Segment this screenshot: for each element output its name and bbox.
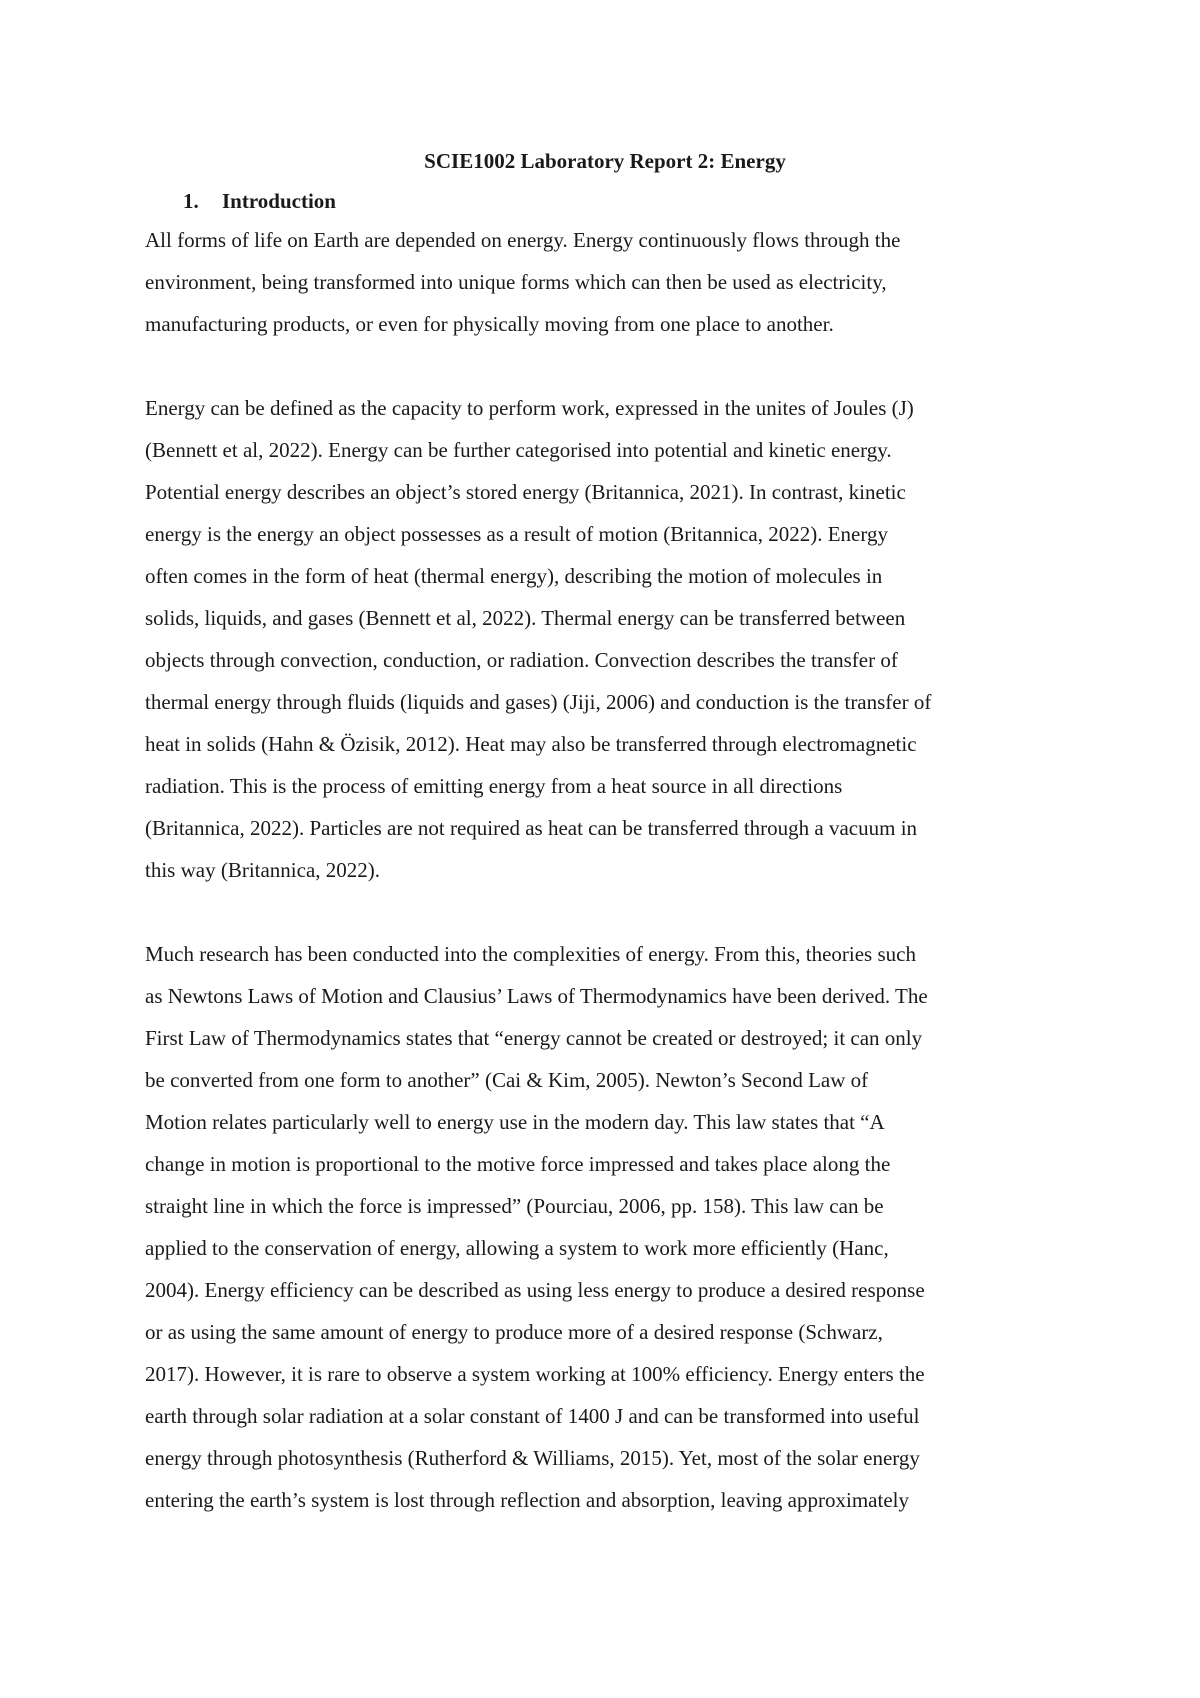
paragraph-line: energy through photosynthesis (Rutherford & Williams, 2015). Yet, most of the solar energy [145, 1446, 920, 1470]
paragraph-line: radiation. This is the process of emitting energy from a heat source in all directions [145, 774, 843, 798]
paragraph-line: applied to the conservation of energy, allowing a system to work more efficiently (Hanc, [145, 1236, 889, 1260]
paragraph-line: or as using the same amount of energy to produce more of a desired response (Schwarz, [145, 1320, 883, 1344]
paragraph-line: Motion relates particularly well to energy use in the modern day. This law states that “A [145, 1110, 885, 1134]
document-body [145, 219, 1065, 1521]
paragraph-line: earth through solar radiation at a solar constant of 1400 J and can be transformed into useful [145, 1404, 920, 1428]
paragraph-line: objects through convection, conduction, or radiation. Convection describes the transfer of [145, 648, 898, 672]
body-paragraph [145, 387, 1065, 891]
paragraph-line: solids, liquids, and gases (Bennett et al, 2022). Thermal energy can be transferred between [145, 606, 906, 630]
section-heading-text: Introduction [222, 189, 336, 213]
paragraph-line: heat in solids (Hahn & Özisik, 2012). Heat may also be transferred through electromagnetic [145, 732, 917, 756]
paragraph-line: Potential energy describes an object’s stored energy (Britannica, 2021). In contrast, kinetic [145, 480, 906, 504]
paragraph-line: often comes in the form of heat (thermal energy), describing the motion of molecules in [145, 564, 883, 588]
paragraph-line: as Newtons Laws of Motion and Clausius’ Laws of Thermodynamics have been derived. The [145, 984, 928, 1008]
paragraph-line: be converted from one form to another” (Cai & Kim, 2005). Newton’s Second Law of [145, 1068, 869, 1092]
paragraph-line: 2017). However, it is rare to observe a system working at 100% efficiency. Energy enters the [145, 1362, 925, 1386]
paragraph-line: energy is the energy an object possesses as a result of motion (Britannica, 2022). Energy [145, 522, 888, 546]
paragraph-line: environment, being transformed into unique forms which can then be used as electricity, [145, 270, 887, 294]
body-paragraph [145, 219, 1065, 345]
paragraph-line: manufacturing products, or even for physically moving from one place to another. [145, 312, 834, 336]
paragraph-line: entering the earth’s system is lost through reflection and absorption, leaving approximately [145, 1488, 909, 1512]
paragraph-line: All forms of life on Earth are depended on energy. Energy continuously flows through the [145, 228, 901, 252]
document-title: SCIE1002 Laboratory Report 2: Energy [424, 149, 786, 173]
paragraph-line: thermal energy through fluids (liquids and gases) (Jiji, 2006) and conduction is the transfer of [145, 690, 932, 714]
document-page [145, 143, 1065, 1563]
paragraph-line: change in motion is proportional to the motive force impressed and takes place along the [145, 1152, 891, 1176]
section-heading [145, 183, 1065, 219]
paragraph-line: Much research has been conducted into the complexities of energy. From this, theories such [145, 942, 916, 966]
paragraph-line: Energy can be defined as the capacity to perform work, expressed in the unites of Joules (J) [145, 396, 914, 420]
paragraph-line: (Britannica, 2022). Particles are not required as heat can be transferred through a vacuum in [145, 816, 918, 840]
body-paragraph [145, 933, 1065, 1521]
paragraph-line: First Law of Thermodynamics states that “energy cannot be created or destroyed; it can only [145, 1026, 923, 1050]
paragraph-line: (Bennett et al, 2022). Energy can be further categorised into potential and kinetic energy. [145, 438, 892, 462]
section-number: 1. [183, 189, 199, 213]
paragraph-line: 2004). Energy efficiency can be described as using less energy to produce a desired response [145, 1278, 925, 1302]
paragraph-line: straight line in which the force is impressed” (Pourciau, 2006, pp. 158). This law can be [145, 1194, 884, 1218]
paragraph-line: this way (Britannica, 2022). [145, 858, 381, 882]
